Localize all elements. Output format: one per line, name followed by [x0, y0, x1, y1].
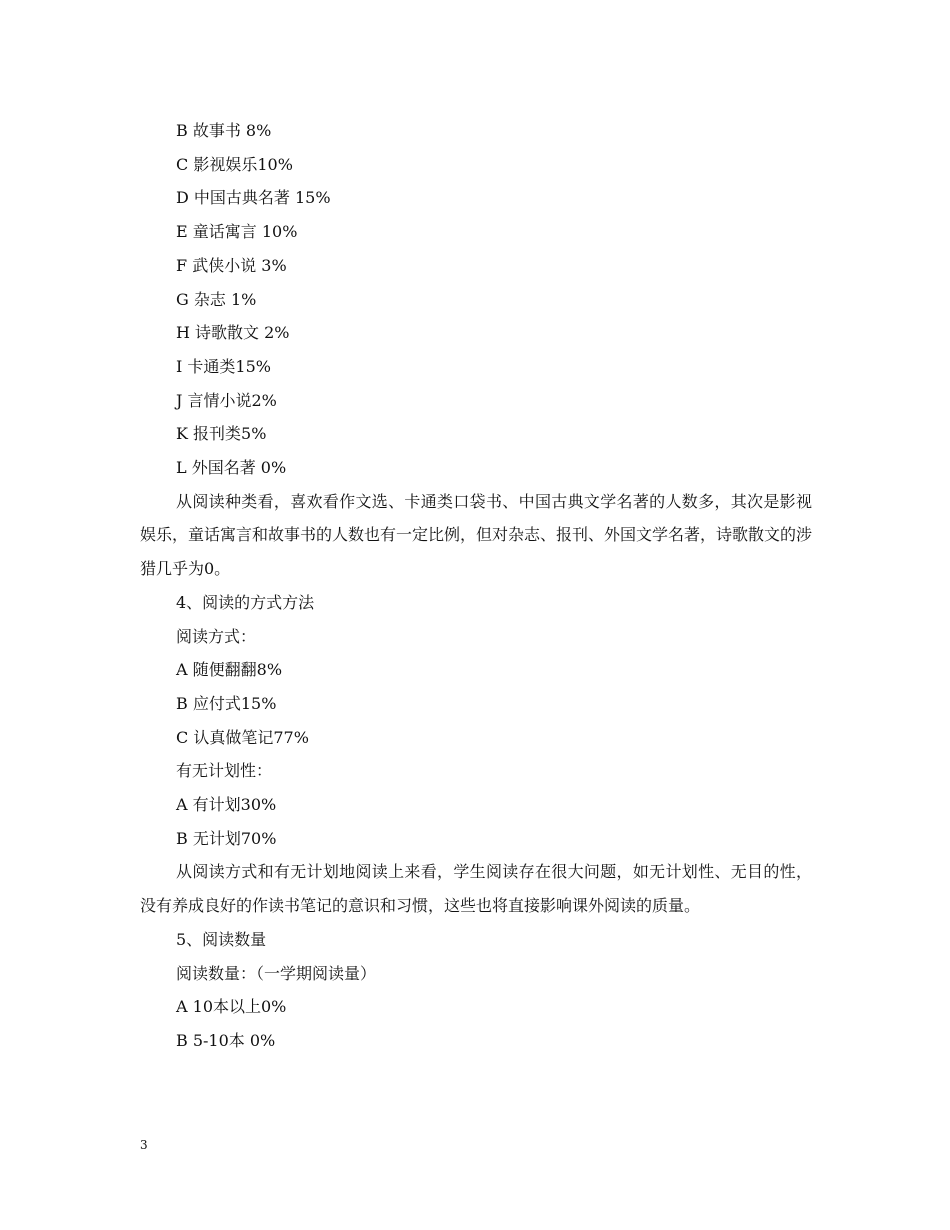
list-item: F 武侠小说 3%	[176, 255, 287, 275]
page-number: 3	[140, 1138, 148, 1152]
list-item: A 有计划30%	[176, 795, 277, 815]
list-item: C 影视娱乐10%	[176, 154, 293, 174]
list-item: E 童话寓言 10%	[176, 222, 298, 242]
list-item: B 故事书 8%	[176, 121, 272, 140]
list-item: B 无计划70%	[176, 828, 277, 848]
list-item: D 中国古典名著 15%	[176, 188, 331, 208]
paragraph-reading-types: 从阅读种类看，喜欢看作文选、卡通类口袋书、中国古典文学名著的人数多，其次是影视娱乐，童话寓言和故事书的人数也有一定比例，但对杂志、报刊、外国文学名著，诗歌散文的涉猎几乎为0。	[140, 491, 813, 579]
paragraph-reading-method: 从阅读方式和有无计划地阅读上来看，学生阅读存在很大问题，如无计划性、无目的性，没有养成良好的作读书笔记的意识和习惯，这些也将直接影响课外阅读的质量。	[140, 862, 812, 916]
list-item: C 认真做笔记77%	[176, 727, 309, 747]
list-item: H 诗歌散文 2%	[176, 323, 290, 343]
list-item: A 随便翻翻8%	[176, 660, 283, 680]
section-heading: 4、阅读的方式方法	[176, 592, 315, 612]
list-item: G 杂志 1%	[176, 289, 257, 309]
list-item: J 言情小说2%	[176, 390, 277, 410]
plan-label: 有无计划性：	[176, 761, 273, 781]
list-item: B 5-10本 0%	[176, 1030, 276, 1050]
list-item: L 外国名著 0%	[176, 458, 287, 478]
list-item: K 报刊类5%	[176, 424, 267, 444]
section-heading: 5、阅读数量	[176, 929, 267, 949]
list-item: B 应付式15%	[176, 693, 277, 713]
document-body	[140, 114, 812, 1058]
quantity-label: 阅读数量：（一学期阅读量）	[176, 963, 377, 983]
reading-method-label: 阅读方式：	[176, 626, 257, 646]
list-item: I 卡通类15%	[176, 356, 271, 376]
list-item: A 10本以上0%	[176, 997, 287, 1017]
